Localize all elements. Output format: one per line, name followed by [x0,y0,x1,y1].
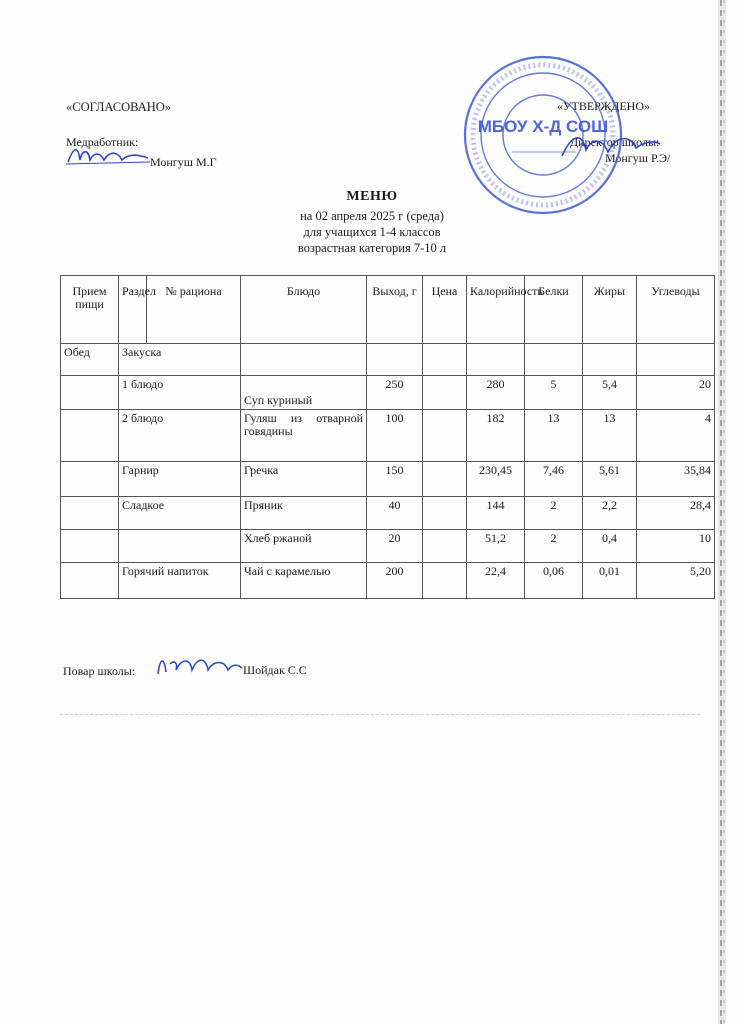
table-row [61,344,715,376]
medic-signature [64,140,154,172]
cell-section: 2 блюдо [119,410,241,462]
table-row [61,410,715,462]
cell-output: 200 [367,563,423,599]
cell-section: 1 блюдо [119,376,241,410]
cell-protein: 2 [525,530,583,563]
cell-calories: 51,2 [467,530,525,563]
cell-calories: 182 [467,410,525,462]
table-row [61,563,715,599]
cell-output [367,344,423,376]
cell-price [423,376,467,410]
director-label: Директор школы: [570,135,660,149]
cell-dish [241,344,367,376]
cell-calories: 280 [467,376,525,410]
cell-dish: Гречка [241,462,367,497]
cook-signature [152,650,244,682]
cell-protein: 2 [525,497,583,530]
menu-table [60,275,715,599]
director-name: Монгуш Р.Э/ [605,151,671,165]
cell-output: 150 [367,462,423,497]
date-line: на 02 апреля 2025 г (среда) [300,209,444,223]
cell-fat: 2,2 [583,497,637,530]
cell-price [423,497,467,530]
col-header-meal: Прием пищи [61,276,119,344]
scan-edge-strip [718,0,726,1024]
cell-fat: 5,61 [583,462,637,497]
divider [60,714,700,716]
menu-title: МЕНЮ [346,189,398,204]
cook-name: Шойдак С.С [243,663,307,677]
cell-fat: 13 [583,410,637,462]
agreed-title: «СОГЛАСОВАНО» [66,100,172,114]
cell-section: Горячий напиток [119,563,241,599]
cell-price [423,462,467,497]
cell-meal [61,376,119,410]
cell-carbs: 10 [637,530,715,563]
medic-name: Монгуш М.Г [150,155,217,169]
cell-price [423,410,467,462]
cell-price [423,530,467,563]
cell-section: Гарнир [119,462,241,497]
cell-calories: 230,45 [467,462,525,497]
cell-protein: 5 [525,376,583,410]
cell-meal [61,462,119,497]
medic-label: Медработник: [66,135,139,149]
cell-output: 250 [367,376,423,410]
col-header-protein: Белки [525,276,583,344]
col-header-price: Цена [423,276,467,344]
cell-dish: Суп куриный [241,376,367,410]
stamp-text: МБОУ Х-Д СОШ [477,117,609,136]
cell-dish: Хлеб ржаной [241,530,367,563]
col-header-fat: Жиры [583,276,637,344]
col-header-recipe: № рациона [147,276,241,344]
table-row [61,462,715,497]
cell-output: 40 [367,497,423,530]
cell-protein: 0,06 [525,563,583,599]
cell-price [423,344,467,376]
cell-price [423,563,467,599]
col-header-calories: Калорийность [467,276,525,344]
cell-protein: 13 [525,410,583,462]
table-row [61,497,715,530]
cell-fat [583,344,637,376]
cell-output: 20 [367,530,423,563]
grade-line: для учащихся 1-4 классов [303,225,441,239]
cell-meal [61,530,119,563]
table-header-row [61,276,715,344]
col-header-section: Раздел [119,276,147,344]
cell-meal [61,497,119,530]
cell-protein: 7,46 [525,462,583,497]
cell-meal: Обед [61,344,119,376]
cell-meal [61,410,119,462]
cell-calories: 22,4 [467,563,525,599]
col-header-dish: Блюдо [241,276,367,344]
cell-output: 100 [367,410,423,462]
approved-title: «УТВЕРЖДЕНО» [557,99,651,113]
cell-section: Закуска [119,344,241,376]
table-row [61,530,715,563]
cell-calories: 144 [467,497,525,530]
cell-dish: Гуляш из отварной говядины [241,410,367,462]
age-line: возрастная категория 7-10 л [297,241,447,255]
cell-carbs: 5,20 [637,563,715,599]
cell-carbs: 28,4 [637,497,715,530]
cell-carbs: 4 [637,410,715,462]
director-signature [556,128,666,166]
cell-fat: 5,4 [583,376,637,410]
cell-protein [525,344,583,376]
col-header-output: Выход, г [367,276,423,344]
cell-calories [467,344,525,376]
cell-dish: Чай с карамелью [241,563,367,599]
cell-fat: 0,01 [583,563,637,599]
cell-section [119,530,241,563]
cell-section: Сладкое [119,497,241,530]
cell-fat: 0,4 [583,530,637,563]
table-row [61,376,715,410]
cell-carbs [637,344,715,376]
cell-dish: Пряник [241,497,367,530]
col-header-carbs: Углеводы [637,276,715,344]
cell-carbs: 35,84 [637,462,715,497]
cell-meal [61,563,119,599]
cell-carbs: 20 [637,376,715,410]
cook-label: Повар школы: [63,664,136,678]
